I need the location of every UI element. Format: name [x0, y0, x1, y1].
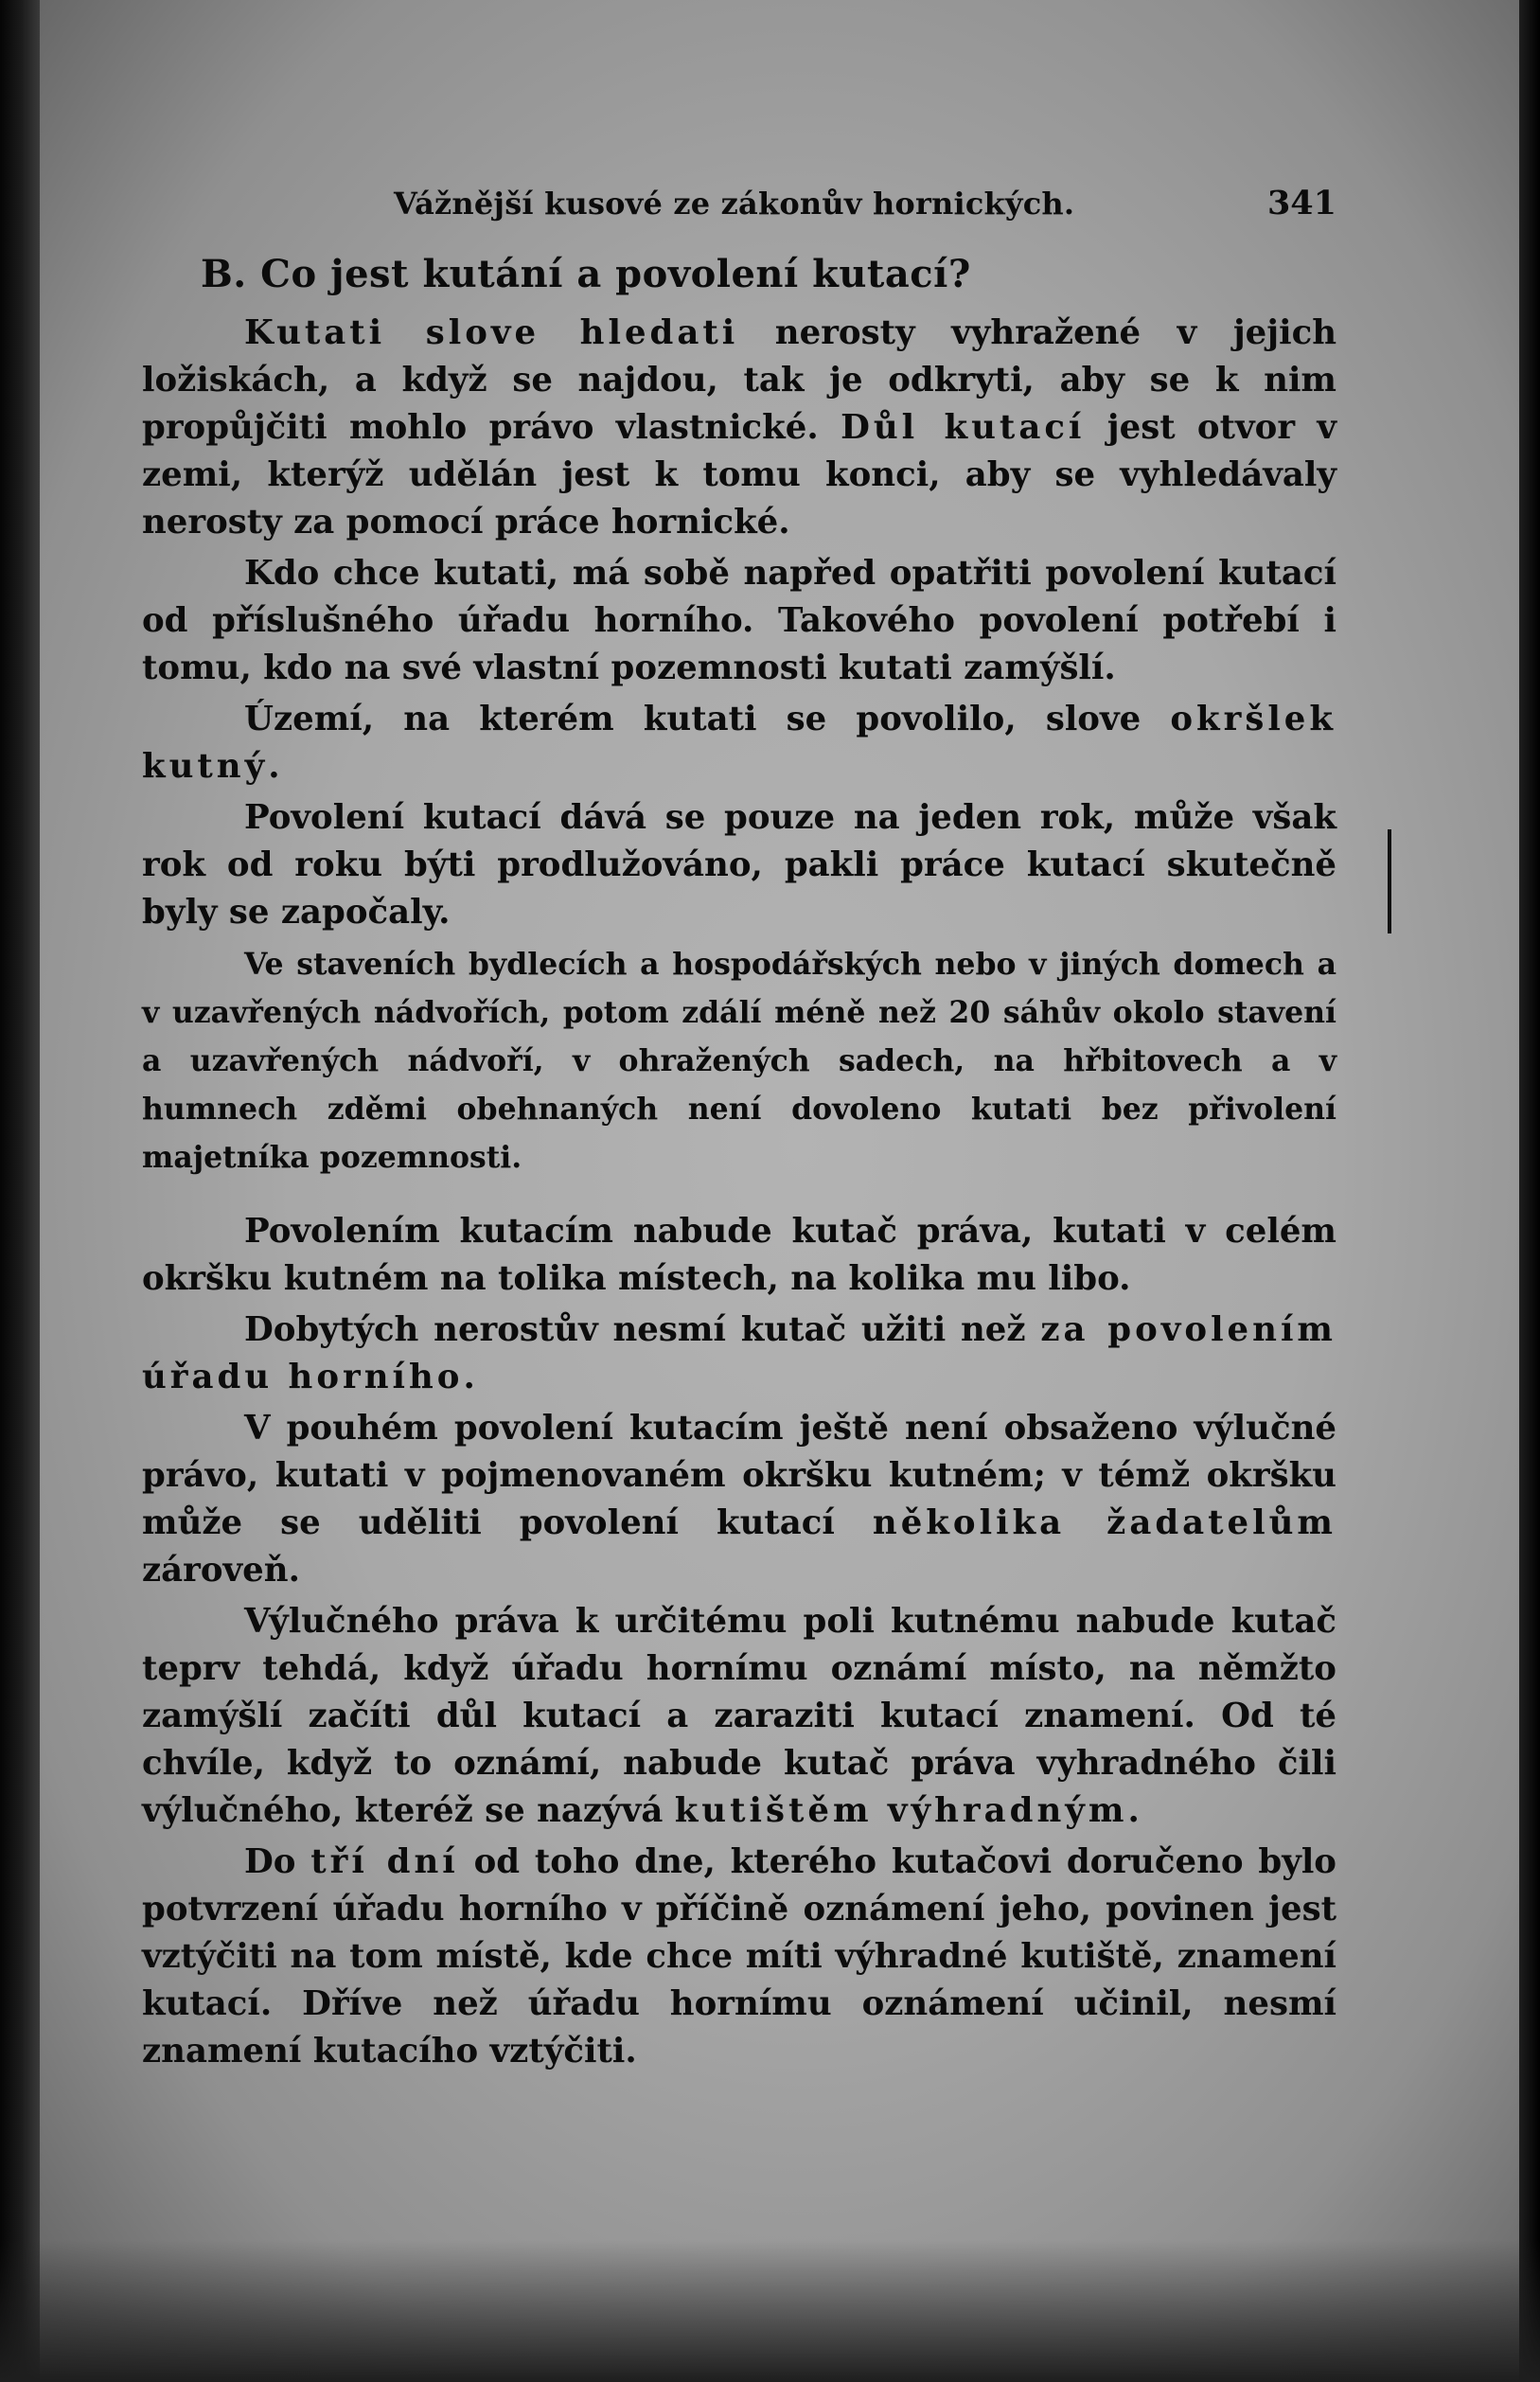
running-head — [142, 180, 1336, 233]
page-content — [142, 180, 1336, 2075]
book-spine-shadow — [0, 0, 40, 2382]
paragraph-2: Kdo chce kutati, má sobě napřed opatřiti povolení kutací od příslušného úřadu horního. Takového povolení potřebí i tomu, kdo na své vlastní pozemnosti kutati zamýšlí. — [142, 554, 1336, 687]
page-edge-shadow — [1519, 0, 1540, 2382]
margin-mark — [1388, 829, 1391, 933]
page-number: 341 — [1266, 184, 1336, 222]
paragraph-3: Území, na kterém kutati se povolilo, slove okršlek kutný. — [142, 700, 1336, 786]
running-title: Vážnější kusové ze zákonův hornických. — [394, 186, 1075, 222]
paragraph-5-fine-print: Ve staveních bydlecích a hospodářských nebo v jiných domech a v uzavřených nádvořích, potom zdálí méně než 20 sáhův okolo stavení a uzavřených nádvoří, v ohražených sadech, na hřbitovech a v humnech zděmi obehnaných není dovoleno kutati bez přivolení majetníka pozemnosti. — [142, 947, 1336, 1175]
bottom-shadow — [0, 2240, 1540, 2382]
paragraph-9: Výlučného práva k určitému poli kutnému nabude kutač teprv tehdá, když úřadu hornímu oznámí místo, na němžto zamýšlí začíti důl kutací a zaraziti kutací znamení. Od té chvíle, když to oznámí, nabude kutač práva vyhradného čili výlučného, kteréž se nazývá kutištěm výhradným. — [142, 1602, 1336, 1830]
paragraph-4: Povolení kutací dává se pouze na jeden rok, může však rok od roku býti prodlužováno, pakli práce kutací skutečně byly se započaly. — [142, 798, 1336, 932]
section-heading: B. Co jest kutání a povolení kutací? — [201, 252, 971, 296]
paragraph-10: Do tří dní od toho dne, kterého kutačovi doručeno bylo potvrzení úřadu horního v příčině oznámení jeho, povinen jest vztýčiti na tom místě, kde chce míti výhradné kutiště, znamení kutací. Dříve než úřadu hornímu oznámení učinil, nesmí znamení kutacího vztýčiti. — [142, 1842, 1336, 2071]
paragraph-1: Kutati slove hledati nerosty vyhražené v jejich ložiskách, a když se najdou, tak je odkryti, aby se k nim propůjčiti mohlo právo vlastnické. Důl kutací jest otvor v zemi, kterýž udělán jest k tomu konci, aby se vyhledávaly nerosty za pomocí práce hornické. — [142, 313, 1337, 542]
paragraph-8: V pouhém povolení kutacím ještě není obsaženo výlučné právo, kutati v pojmenovaném okršku kutném; v témž okršku může se uděliti povolení kutací několika žadatelům zároveň. — [142, 1409, 1336, 1590]
paragraph-7: Dobytých nerostův nesmí kutač užiti než za povolením úřadu horního. — [142, 1310, 1336, 1396]
paragraph-6: Povolením kutacím nabude kutač práva, kutati v celém okršku kutném na tolika místech, na kolika mu libo. — [142, 1212, 1336, 1298]
